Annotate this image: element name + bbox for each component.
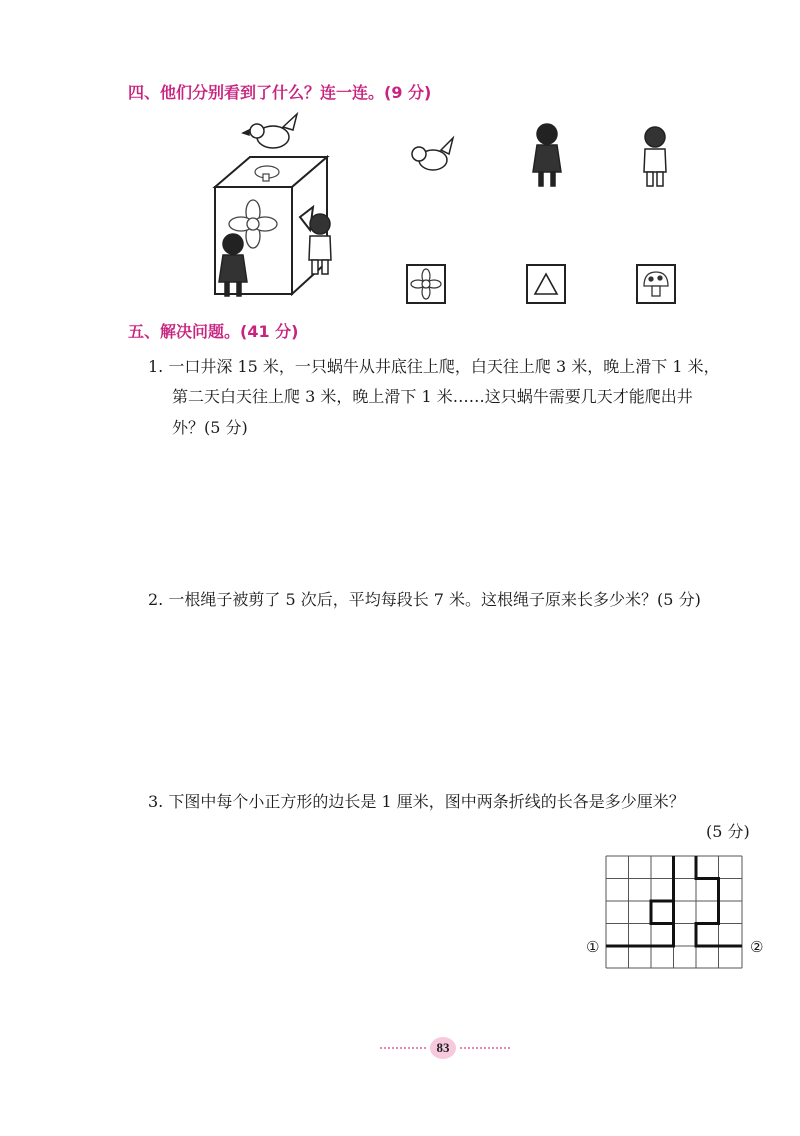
footer-dots-right	[460, 1047, 510, 1049]
question-1-line-1: 1. 一口井深 15 米，一只蜗牛从井底往上爬，白天往上爬 3 米，晚上滑下 1 米，	[148, 357, 720, 376]
footer-dots-left	[380, 1047, 426, 1049]
page-number: 83	[430, 1037, 456, 1059]
question-3-points: (5 分)	[706, 822, 750, 841]
question-1-line-2: 第二天白天往上爬 3 米，晚上滑下 1 米……这只蜗牛需要几天才能爬出井	[172, 387, 693, 406]
bird-icon	[243, 114, 297, 148]
polyline-label-1: ①	[586, 938, 600, 956]
question-3: 3. 下图中每个小正方形的边长是 1 厘米，图中两条折线的长各是多少厘米？	[148, 792, 685, 811]
question-1-line-3: 外？(5 分)	[172, 418, 248, 437]
polyline-label-2: ②	[750, 938, 764, 956]
triangle-icon	[528, 266, 564, 302]
bird-viewer	[412, 138, 453, 170]
mushroom-icon	[638, 266, 674, 302]
grid-figure	[605, 855, 745, 969]
section-4-heading: 四、他们分别看到了什么？连一连。(9 分)	[128, 83, 432, 102]
girl-viewer	[533, 124, 561, 186]
question-2: 2. 一根绳子被剪了 5 次后，平均每段长 7 米。这根绳子原来长多少米？(5 分)	[148, 590, 701, 609]
section-5-heading: 五、解决问题。(41 分)	[128, 322, 299, 341]
flower-icon	[408, 266, 444, 302]
mushroom-view-card	[636, 264, 676, 304]
triangle-view-card	[526, 264, 566, 304]
boy-viewer	[644, 127, 666, 186]
flower-view-card	[406, 264, 446, 304]
